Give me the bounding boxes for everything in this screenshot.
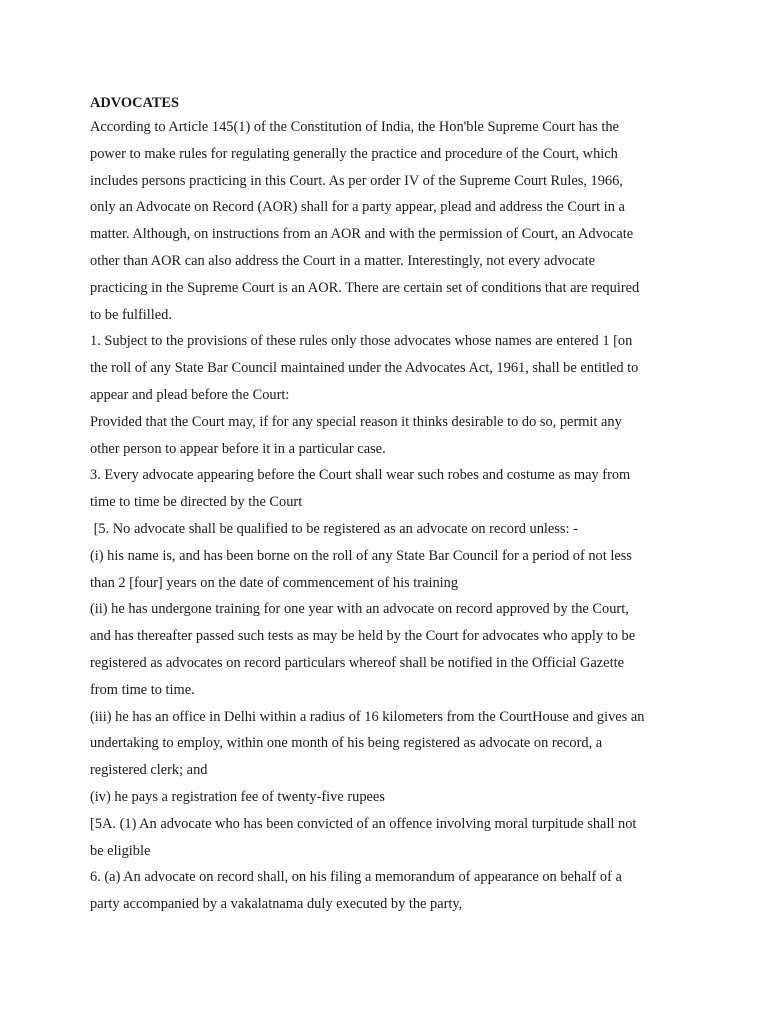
body-line: other than AOR can also address the Court in a matter. Interestingly, not every advocate	[90, 252, 595, 269]
body-line: only an Advocate on Record (AOR) shall for a party appear, plead and address the Court in a	[90, 199, 625, 216]
document-heading: ADVOCATES	[90, 95, 179, 111]
body-line: According to Article 145(1) of the Constitution of India, the Hon'ble Supreme Court has the	[90, 119, 619, 135]
body-line: and has thereafter passed such tests as may be held by the Court for advocates who apply to be	[90, 628, 636, 645]
body-line: registered clerk; and	[90, 762, 208, 779]
body-line: (iv) he pays a registration fee of twenty-five rupees	[90, 788, 385, 805]
body-line: undertaking to employ, within one month of his being registered as advocate on record, a	[90, 735, 603, 752]
body-line: [5A. (1) An advocate who has been convicted of an offence involving moral turpitude shall not	[90, 815, 637, 832]
body-line: than 2 [four] years on the date of commencement of his training	[90, 574, 459, 591]
document-page	[90, 92, 680, 918]
body-line: includes persons practicing in this Court. As per order IV of the Supreme Court Rules, 1966,	[90, 172, 623, 189]
body-line: 1. Subject to the provisions of these rules only those advocates whose names are entered 1 [on	[90, 333, 633, 350]
body-line: be eligible	[90, 842, 151, 859]
body-line: power to make rules for regulating generally the practice and procedure of the Court, which	[90, 145, 618, 162]
body-line: party accompanied by a vakalatnama duly executed by the party,	[90, 896, 463, 913]
body-line: practicing in the Supreme Court is an AOR. There are certain set of conditions that are required	[90, 279, 640, 296]
body-line: Provided that the Court may, if for any special reason it thinks desirable to do so, permit any	[90, 413, 622, 430]
body-line: other person to appear before it in a particular case.	[90, 440, 386, 457]
body-line: from time to time.	[90, 681, 195, 698]
body-line: (i) his name is, and has been borne on the roll of any State Bar Council for a period of not less	[90, 547, 632, 564]
body-line: matter. Although, on instructions from an AOR and with the permission of Court, an Advocate	[90, 226, 634, 243]
body-line: registered as advocates on record particulars whereof shall be notified in the Official Gazette	[90, 654, 624, 671]
body-line: 6. (a) An advocate on record shall, on his filing a memorandum of appearance on behalf of a	[90, 869, 622, 886]
body-line: appear and plead before the Court:	[90, 386, 290, 403]
body-line: [5. No advocate shall be qualified to be registered as an advocate on record unless: -	[90, 520, 578, 537]
body-line: (iii) he has an office in Delhi within a radius of 16 kilometers from the CourtHouse and gives an	[90, 708, 645, 725]
body-line: (ii) he has undergone training for one year with an advocate on record approved by the Court,	[90, 601, 629, 618]
body-line: time to time be directed by the Court	[90, 494, 303, 511]
body-line: 3. Every advocate appearing before the Court shall wear such robes and costume as may from	[90, 467, 631, 484]
body-line: the roll of any State Bar Council maintained under the Advocates Act, 1961, shall be entitled to	[90, 360, 639, 377]
document-body	[90, 114, 680, 918]
body-line: to be fulfilled.	[90, 306, 172, 323]
